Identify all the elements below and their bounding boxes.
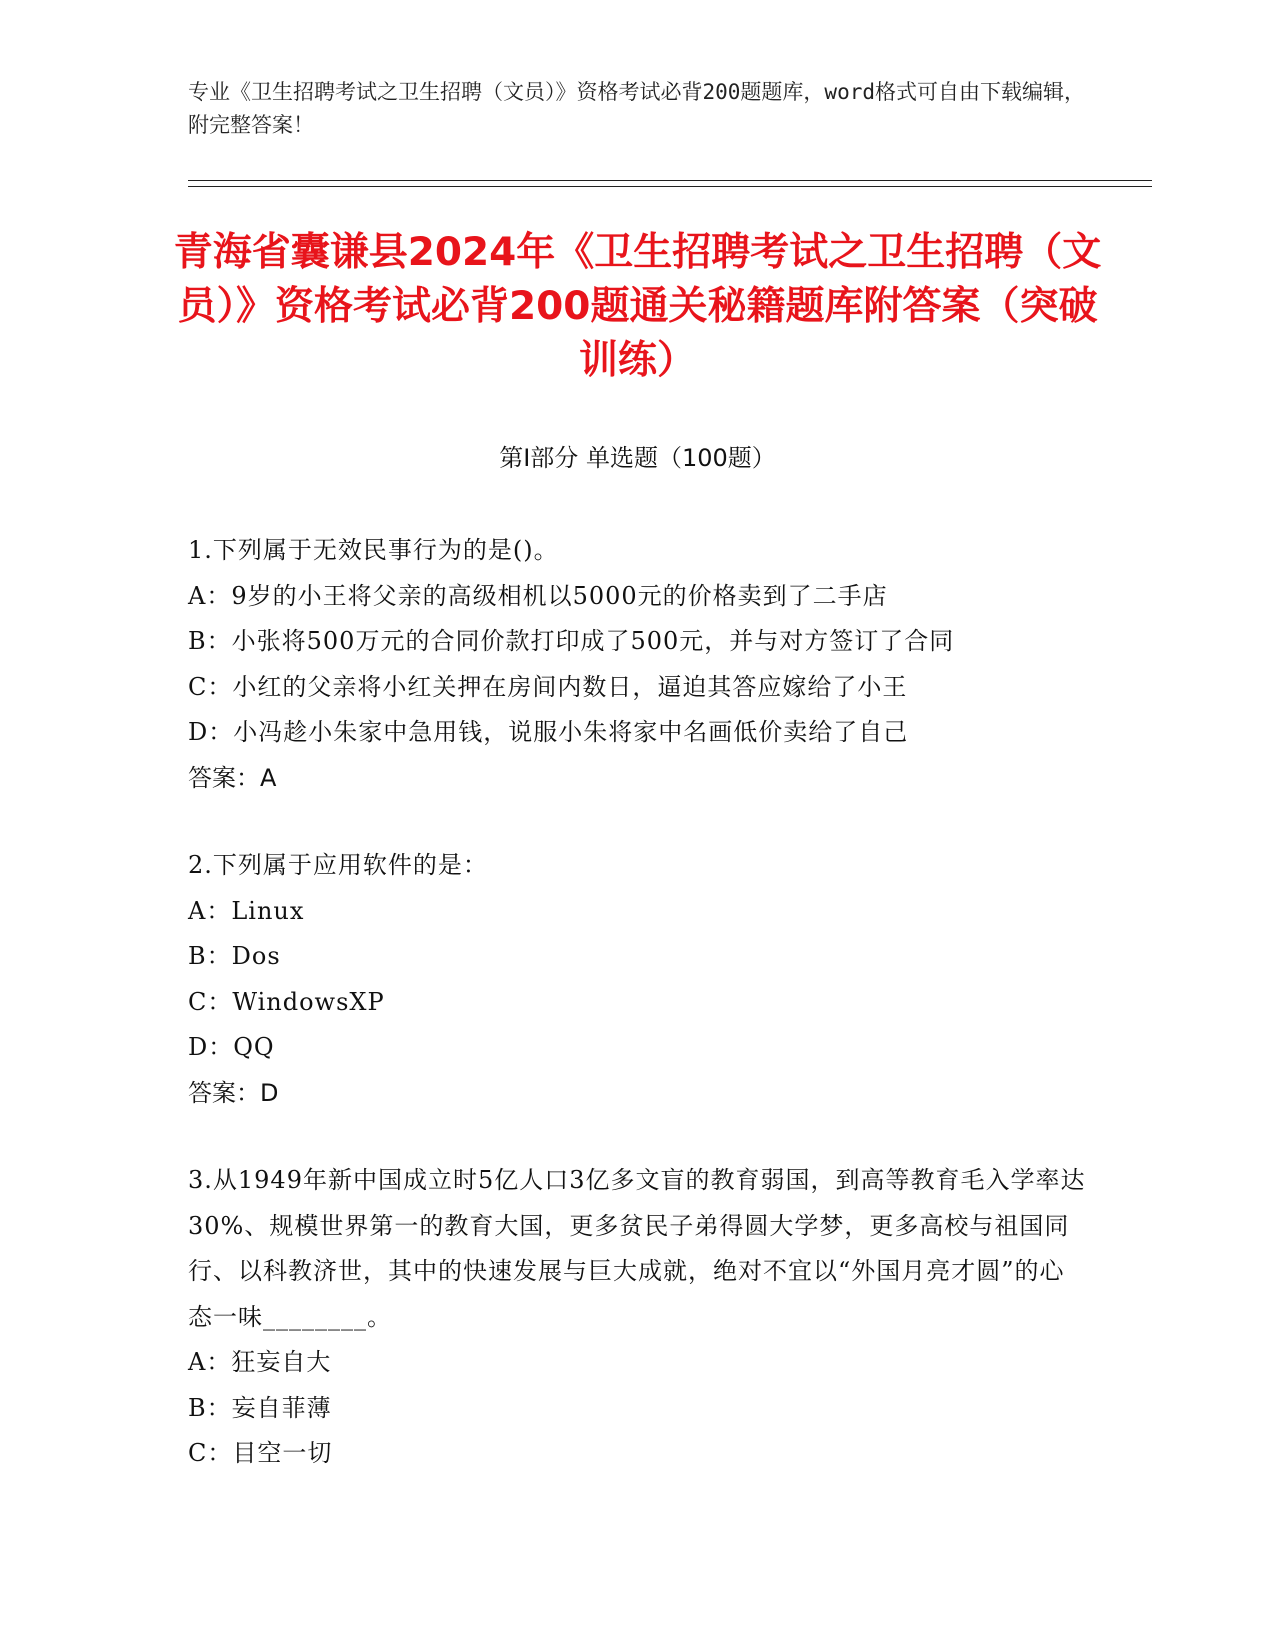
option-a: A：Linux [188, 896, 305, 925]
question-stem: 1.下列属于无效民事行为的是()。 [188, 536, 559, 564]
section-heading: 第Ⅰ部分 单选题（100题） [499, 444, 776, 472]
option-c: C：小红的父亲将小红关押在房间内数日，逼迫其答应嫁给了小王 [188, 672, 908, 701]
option-c: C：目空一切 [188, 1439, 333, 1467]
answer-line: 答案：A [188, 763, 277, 792]
question-2 [188, 843, 1088, 1116]
question-list [188, 528, 1088, 1519]
question-3 [188, 1158, 1088, 1477]
header-divider-bottom [188, 186, 1152, 187]
question-stem: 2.下列属于应用软件的是： [188, 851, 488, 879]
header-note: 专业《卫生招聘考试之卫生招聘（文员）》资格考试必背200题题库，word格式可自由下载编辑，附完整答案！ [188, 80, 1085, 137]
option-a: A：狂妄自大 [188, 1348, 332, 1376]
question-1 [188, 528, 1088, 801]
option-a: A：9岁的小王将父亲的高级相机以5000元的价格卖到了二手店 [188, 581, 888, 610]
answer-line: 答案：D [188, 1078, 279, 1107]
document-title: 青海省囊谦县2024年《卫生招聘考试之卫生招聘（文员）》资格考试必背200题通关秘籍题库附答案（突破训练） [173, 230, 1102, 383]
option-d: D：小冯趁小朱家中急用钱，说服小朱将家中名画低价卖给了自己 [188, 718, 909, 746]
option-d: D：QQ [188, 1033, 275, 1061]
option-b: B：小张将500万元的合同价款打印成了500元，并与对方签订了合同 [188, 627, 955, 655]
option-c: C：WindowsXP [188, 987, 385, 1016]
question-stem: 3.从1949年新中国成立时5亿人口3亿多文盲的教育弱国，到高等教育毛入学率达30%、规模世界第一的教育大国，更多贫民子弟得圆大学梦，更多高校与祖国同行、以科教济世，其中的快速发展与巨大成就，绝对不宜以“外国月亮才圆”的心态一味________。 [188, 1166, 1086, 1331]
option-b: B：妄自菲薄 [188, 1393, 332, 1422]
header-divider-top [188, 180, 1152, 181]
option-b: B：Dos [188, 942, 281, 970]
